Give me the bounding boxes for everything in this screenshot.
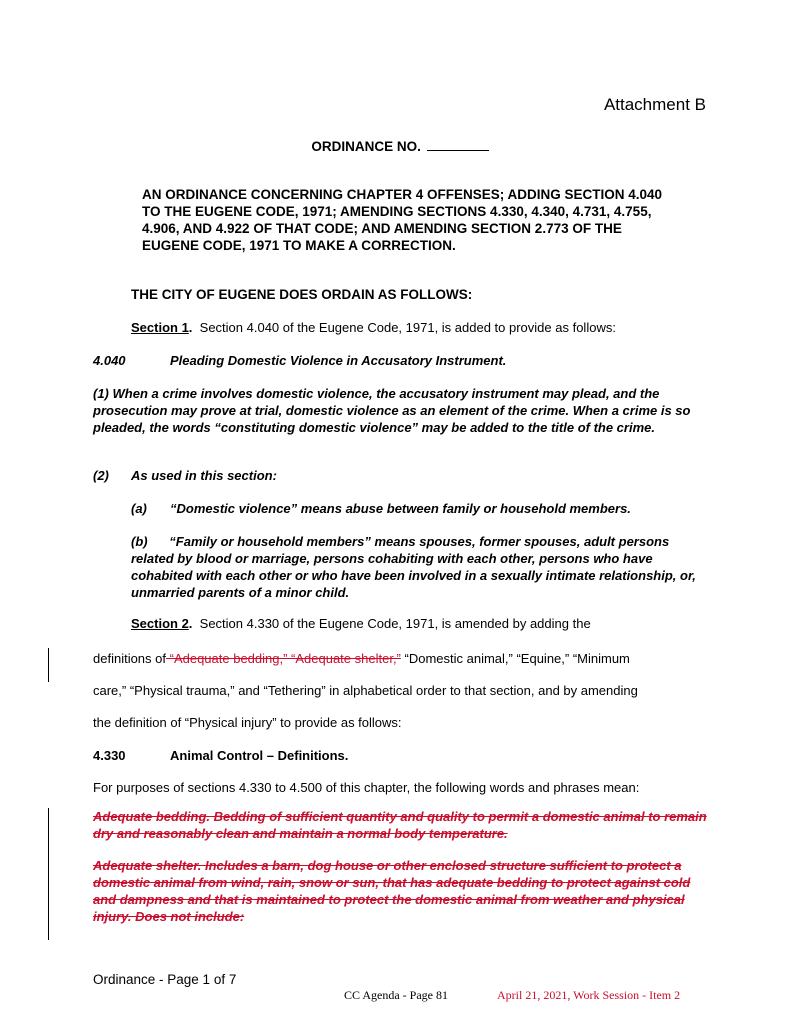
attachment-label: Attachment B — [603, 95, 706, 114]
section-1: Section 1. Section 4.040 of the Eugene Code, 1971, is added to provide as follows: — [131, 320, 616, 335]
deleted-adequate-shelter: Adequate shelter. Includes a barn, dog house or other enclosed structure sufficient to protect a domestic animal from wind, rain, snow or sun, that has adequate bedding to protect against cold and dampness and that is maintained to protect the domestic animal from weather and physical injury. Does not include: — [93, 858, 691, 924]
section-2-line-3: care,” “Physical trauma,” and “Tethering” in alphabetical order to that section, and by amending — [93, 683, 638, 698]
s4040-number: 4.040 — [93, 353, 126, 368]
s4330-heading: Animal Control – Definitions. — [170, 748, 349, 763]
ordain-statement: THE CITY OF EUGENE DOES ORDAIN AS FOLLOWS: — [131, 287, 473, 302]
ordinance-number — [0, 138, 800, 154]
s4040-heading: Pleading Domestic Violence in Accusatory Instrument. — [170, 353, 507, 368]
section-2-line-2-post: “Domestic animal,” “Equine,” “Minimum — [400, 651, 630, 666]
section-2-line-2 — [93, 650, 630, 667]
s4040-pb-number: (b) — [131, 534, 148, 549]
section-2-struck-definitions: “Adequate bedding,” “Adequate shelter,” — [166, 651, 401, 666]
s4040-paragraph-b — [131, 533, 706, 601]
section-1-label: Section 1 — [131, 320, 189, 335]
ordinance-title: AN ORDINANCE CONCERNING CHAPTER 4 OFFENSES; ADDING SECTION 4.040 TO THE EUGENE CODE, 1971; AMENDING SECTIONS 4.330, 4.340, 4.731, 4.755, 4.906, AND 4.922 OF THAT CODE; AND AMENDING SECTION 2.773 OF THE EUGENE CODE, 1971 TO MAKE A CORRECTION. — [142, 187, 663, 253]
footer-date-item: April 21, 2021, Work Session - Item 2 — [497, 988, 681, 1002]
section-2-line-4: the definition of “Physical injury” to provide as follows: — [93, 715, 402, 730]
s4040-pa-number: (a) — [131, 501, 147, 516]
footer-agenda-page: CC Agenda - Page 81 — [344, 988, 448, 1002]
section-2-line-2-pre: definitions of — [93, 651, 166, 666]
section-1-text: Section 4.040 of the Eugene Code, 1971, is added to provide as follows: — [199, 320, 616, 335]
s4330-number: 4.330 — [93, 748, 126, 763]
deleted-adequate-bedding: Adequate bedding. Bedding of sufficient quantity and quality to permit a domestic animal to remain dry and reasonably clean and maintain a normal body temperature. — [93, 809, 707, 841]
section-2: Section 2. Section 4.330 of the Eugene Code, 1971, is amended by adding the — [131, 616, 591, 631]
s4040-paragraph-1: (1) When a crime involves domestic violence, the accusatory instrument may plead, and the prosecution may prove at trial, domestic violence as an element of the crime. When a crime is so pleaded, the words “constituting domestic violence” may be added to the title of the crime. — [93, 386, 691, 435]
footer-page-number: Ordinance - Page 1 of 7 — [93, 972, 237, 987]
s4040-p2-number: (2) — [93, 468, 109, 483]
section-2-label: Section 2 — [131, 616, 189, 631]
s4040-paragraph-a: “Domestic violence” means abuse between family or household members. — [170, 501, 631, 516]
change-bar — [48, 648, 49, 682]
s4040-pb-text: “Family or household members” means spouses, former spouses, adult persons related by blood or marriage, persons cohabiting with each other, persons who have cohabited with each other or who have been involved in a sexually intimate relationship, or, unmarried parents of a minor child. — [131, 534, 696, 600]
section-2-text: Section 4.330 of the Eugene Code, 1971, is amended by adding the — [199, 616, 591, 631]
ordinance-number-blank — [427, 138, 489, 151]
ordinance-number-label: ORDINANCE NO. — [311, 139, 421, 154]
s4330-intro: For purposes of sections 4.330 to 4.500 of this chapter, the following words and phrases mean: — [93, 780, 640, 795]
change-bar — [48, 808, 49, 940]
s4040-paragraph-2: As used in this section: — [131, 468, 277, 483]
